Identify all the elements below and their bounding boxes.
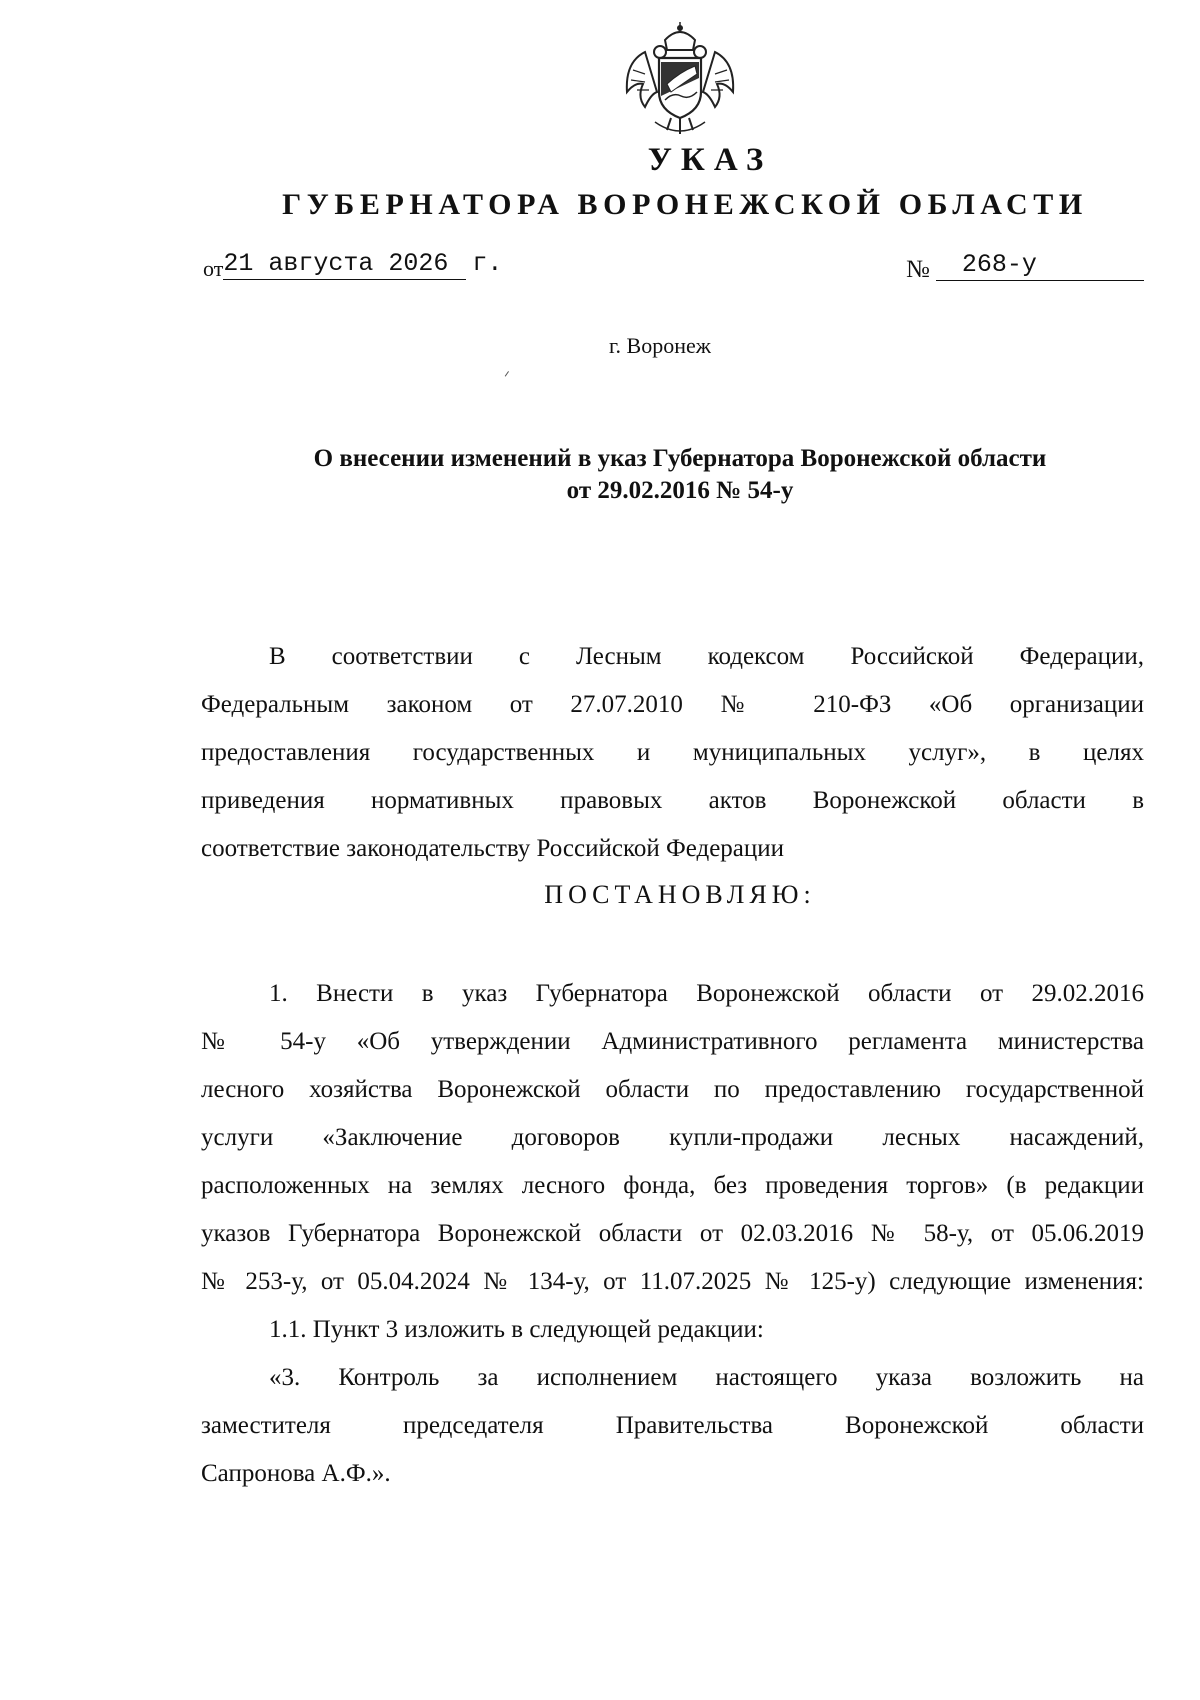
item-1-line: № 253-у, от 05.04.2024 № 134-у, от 11.07.2025 № 125-у) следующие изменения: [201, 1268, 1144, 1295]
number-line [906, 250, 1144, 287]
item-3-line: заместителя председателя Правительства Воронежской области [201, 1412, 1144, 1439]
document-heading [180, 443, 1180, 507]
item-1-line: № 54-у «Об утверждении Административного регламента министерства [201, 1028, 1144, 1055]
document-issuer: ГУБЕРНАТОРА ВОРОНЕЖСКОЙ ОБЛАСТИ [282, 188, 1088, 221]
preamble-line: соответствие законодательству Российской Федерации [201, 835, 785, 862]
document-title: УКАЗ [647, 142, 773, 178]
city: г. Воронеж [609, 333, 711, 358]
item-3-line: «3. Контроль за исполнением настоящего указа возложить на [269, 1364, 1144, 1391]
stray-mark [505, 371, 513, 379]
date-suffix: г. [472, 249, 503, 278]
coat-of-arms-icon [615, 22, 745, 137]
preamble-line: В соответствии с Лесным кодексом Российской Федерации, [269, 643, 1144, 670]
decree-items [201, 970, 1144, 1498]
date-prefix: от [203, 256, 224, 281]
document-date: 21 августа 2026 [223, 249, 466, 280]
item-3-line: Сапронова А.Ф.». [201, 1460, 391, 1487]
item-1-line: лесного хозяйства Воронежской области по предоставлению государственной [201, 1076, 1144, 1103]
document-number: 268-у [936, 250, 1144, 281]
item-1-1: 1.1. Пункт 3 изложить в следующей редакции: [269, 1316, 764, 1343]
number-prefix: № [906, 256, 930, 283]
preamble-line: предоставления государственных и муниципальных услуг», в целях [201, 739, 1144, 766]
item-1-line: услуги «Заключение договоров купли-продажи лесных насаждений, [201, 1124, 1144, 1151]
item-1-line: указов Губернатора Воронежской области от 02.03.2016 № 58-у, от 05.06.2019 [201, 1220, 1144, 1247]
heading-line-2: от 29.02.2016 № 54-у [566, 477, 794, 504]
date-line [203, 249, 503, 286]
heading-line-1: О внесении изменений в указ Губернатора Воронежской области [313, 445, 1047, 472]
item-1-line: расположенных на землях лесного фонда, без проведения торгов» (в редакции [201, 1172, 1144, 1199]
decree-word: ПОСТАНОВЛЯЮ: [544, 880, 816, 909]
item-1-line: 1. Внести в указ Губернатора Воронежской области от 29.02.2016 [269, 980, 1144, 1007]
preamble-line: приведения нормативных правовых актов Воронежской области в [201, 787, 1144, 814]
preamble-line: Федеральным законом от 27.07.2010 № 210-ФЗ «Об организации [201, 691, 1144, 718]
preamble [201, 633, 1144, 873]
